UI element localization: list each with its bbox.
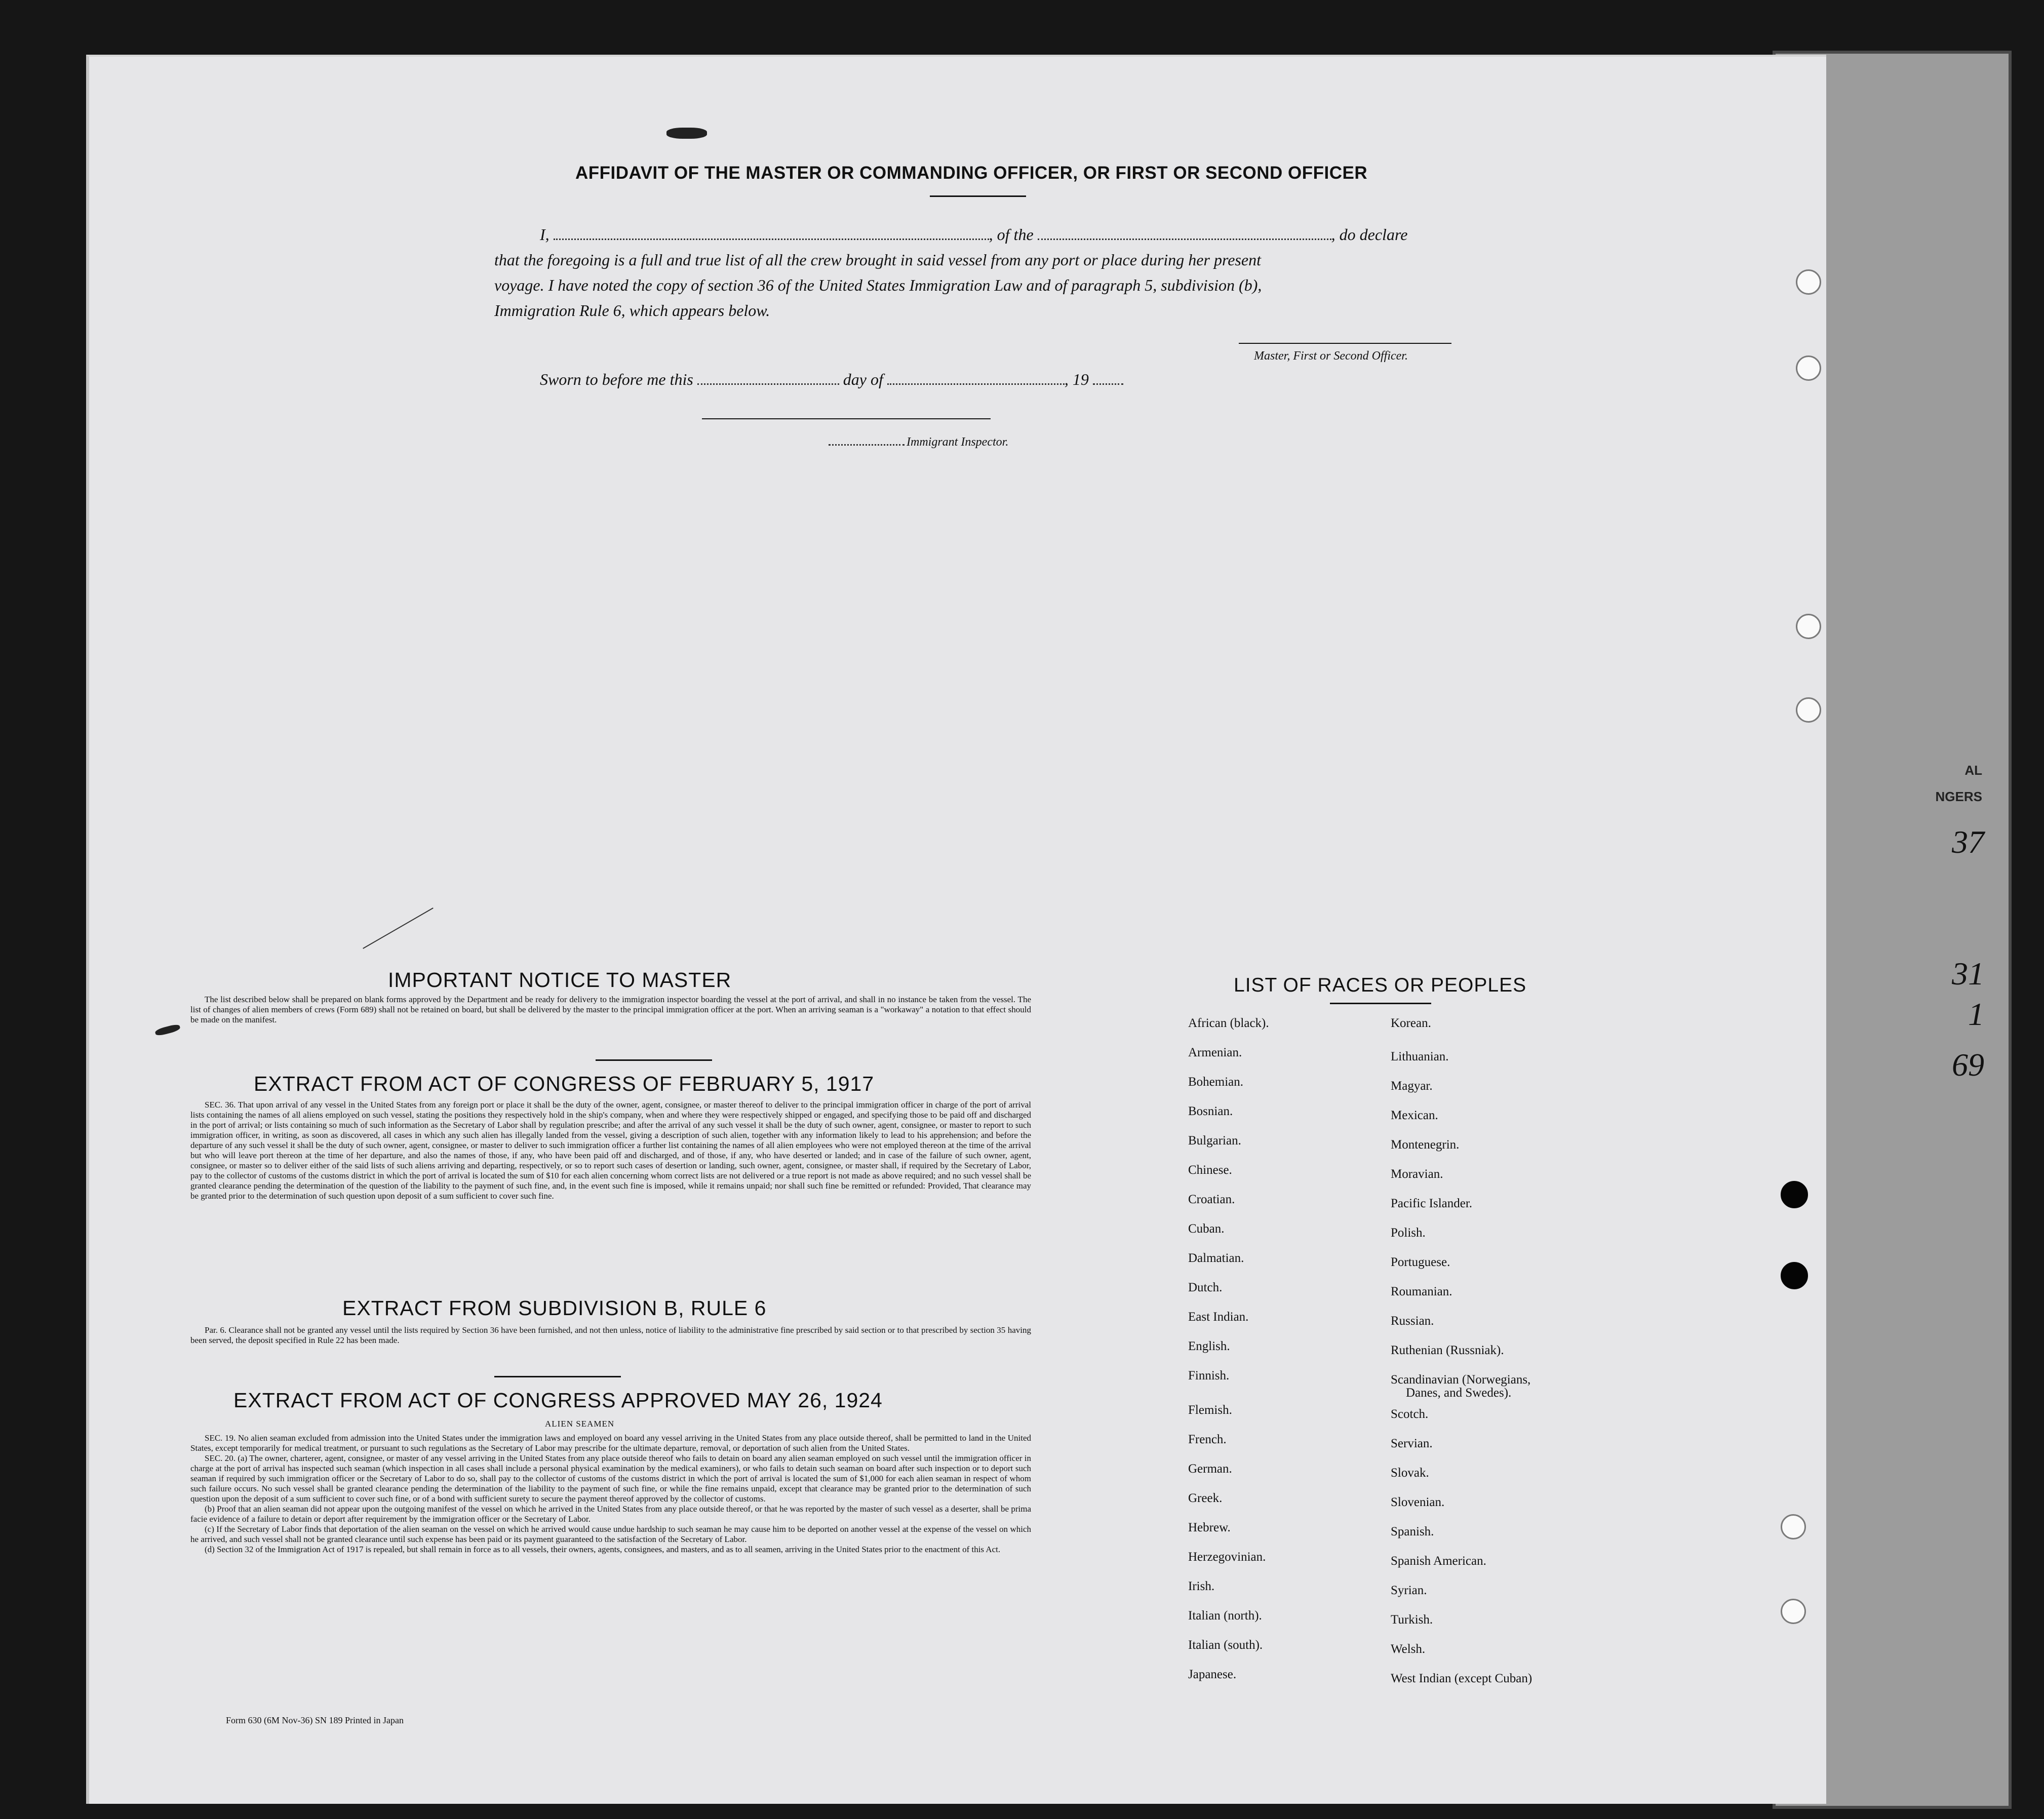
name-blank[interactable] (554, 238, 989, 240)
races-title: LIST OF RACES OR PEOPLES (1234, 974, 1527, 996)
race-item: Scandinavian (Norwegians, (1391, 1373, 1531, 1387)
edge-header-top: AL (1964, 763, 1982, 778)
race-item: Finnish. (1188, 1369, 1230, 1382)
race-item: Spanish American. (1391, 1554, 1486, 1568)
signature-caption: Master, First or Second Officer. (1254, 349, 1408, 363)
sworn-text: Sworn to before me this (540, 370, 693, 388)
race-item: Welsh. (1391, 1642, 1426, 1656)
edge-header-bottom: NGERS (1935, 789, 1982, 804)
divider (1330, 1003, 1431, 1004)
extract-1924-paragraph: SEC. 20. (a) The owner, charterer, agent, consignee, or master of any vessel arriving in the United States from any place outside thereof who fails to detain on board any alien seaman employed on such vessel until the immigration officer in charge at the port of arrival has inspected such seaman (which inspection in all cases shall include a personal physical examination by the medical examiners), or who fails to detain such seaman on board after such inspection or to deport such seaman if required by such immigration officer or the Secretary of Labor to do so, shall pay to the collector of customs of the customs district in which the port of arrival is located the sum of $1,000 for each alien seaman in respect of whom such failure occurs. No such vessel shall be granted clearance pending the determination of the liability to the payment of such fine, or while the fine remains unpaid, except that clearance may be granted prior to the determination of such question upon the deposit of a sum sufficient to cover such fine, or of a bond with sufficient surety to secure the payment thereof approved by the collector of customs. (190, 1453, 1031, 1504)
form-footer: Form 630 (6M Nov-36) SN 189 Printed in Japan (226, 1715, 404, 1725)
punch-hole (1796, 614, 1821, 639)
race-item: Bosnian. (1188, 1104, 1233, 1118)
race-item: Dutch. (1188, 1281, 1223, 1294)
declaration-i: I, (540, 225, 549, 244)
race-item: Italian (north). (1188, 1609, 1262, 1623)
extract-1924-paragraph: SEC. 19. No alien seaman excluded from admission into the United States under the immigration laws and employed on board any vessel arriving in the United States from any place outside thereof, shall be permitted to land in the United States, except temporarily for medical treatment, or pursuant to such regulations as the Secretary of Labor may prescribe for the ultimate departure, removal, or deportation of such alien from the United States. (190, 1433, 1031, 1453)
race-item: Irish. (1188, 1579, 1215, 1593)
race-item: German. (1188, 1462, 1232, 1476)
vessel-blank[interactable] (1038, 238, 1331, 240)
extract-1924-subtitle: ALIEN SEAMEN (545, 1419, 615, 1429)
race-item: Lithuanian. (1391, 1050, 1449, 1063)
race-item: Moravian. (1391, 1167, 1443, 1181)
sworn-year: , 19 (1064, 370, 1089, 388)
race-item: Scotch. (1391, 1407, 1429, 1421)
race-item: Croatian. (1188, 1193, 1235, 1206)
race-item: Herzegovinian. (1188, 1550, 1266, 1564)
race-item: Mexican. (1391, 1109, 1438, 1122)
year-blank[interactable] (1093, 383, 1123, 385)
race-item: Syrian. (1391, 1584, 1427, 1597)
extract-1917-text (190, 1100, 1031, 1201)
extract-1924-paragraph: (d) Section 32 of the Immigration Act of 1917 is repealed, but shall remain in force as to all vessels, their owners, agents, consignees, and masters, and as to all seamen, arriving in the United States prior to the enactment of this Act. (205, 1545, 1001, 1554)
extract-1917-title: EXTRACT FROM ACT OF CONGRESS OF FEBRUARY 5, 1917 (254, 1072, 875, 1095)
sworn-day-of: day of (843, 370, 883, 388)
race-item: Polish. (1391, 1226, 1426, 1240)
punch-hole (1796, 269, 1821, 295)
punch-hole (1796, 355, 1821, 381)
race-item: Greek. (1188, 1491, 1223, 1505)
extract-1924-paragraph: (c) If the Secretary of Labor finds that deportation of the alien seaman on the vessel on which he arrived would cause undue hardship to such seaman he may cause him to be deported on another vessel at the expense of the vessel on which he arrived, and such vessel shall not be granted clearance until such expense has been paid or its payment guaranteed to the satisfaction of the Secretary of Labor. (190, 1524, 1031, 1544)
inspector-signature-line[interactable] (702, 418, 991, 419)
race-item: Pacific Islander. (1391, 1197, 1473, 1210)
race-item: Servian. (1391, 1437, 1433, 1450)
race-item: Magyar. (1391, 1079, 1433, 1093)
inspector-caption-row (829, 436, 1008, 449)
race-item: Flemish. (1188, 1403, 1232, 1417)
notice-paragraph: The list described below shall be prepared on blank forms approved by the Department and be ready for delivery to the immigration inspector boarding the vessel at the port of arrival, and shall in no instance be taken from the vessel. The list of changes of alien members of crews (Form 689) shall not be retained on board, but shall be delivered by the master to the principal immigration officer at the port. When an arriving seaman is a "workaway" a notation to that effect should be made on the manifest. (190, 995, 1031, 1024)
punch-hole (1781, 1514, 1806, 1539)
race-item: Armenian. (1188, 1046, 1242, 1059)
punch-hole (1781, 1262, 1808, 1289)
edge-cell: 37 (1952, 824, 1984, 860)
extract-1924-title: EXTRACT FROM ACT OF CONGRESS APPROVED MAY 26, 1924 (233, 1389, 883, 1412)
rule6-title: EXTRACT FROM SUBDIVISION B, RULE 6 (342, 1296, 767, 1320)
punch-hole (1796, 697, 1821, 723)
pencil-mark (363, 907, 434, 949)
declaration-do-declare: , do declare (1331, 225, 1408, 244)
affidavit-title: AFFIDAVIT OF THE MASTER OR COMMANDING OFFICER, OR FIRST OR SECOND OFFICER (575, 163, 1368, 183)
race-item: Roumanian. (1391, 1285, 1452, 1298)
sworn-line (540, 367, 1123, 392)
form-page (86, 55, 1826, 1804)
punch-hole (1781, 1181, 1808, 1208)
divider (596, 1059, 712, 1061)
race-item: Ruthenian (Russniak). (1391, 1343, 1504, 1357)
ink-smudge (666, 128, 707, 139)
notice-title: IMPORTANT NOTICE TO MASTER (388, 968, 732, 992)
affidavit-declaration (494, 222, 1484, 323)
race-item: Turkish. (1391, 1613, 1433, 1627)
extract-1917-paragraph: SEC. 36. That upon arrival of any vessel in the United States from any foreign port or place it shall be the duty of the owner, agent, consignee, or master thereof to deliver to the principal immigration officer in charge of the port of arrival lists containing the names of all aliens employed on such vessel, stating the positions they respectively hold in the ship's company, when and where they were respectively shipped or engaged, and specifying those to be paid off and discharged in the port of arrival; or lists containing so much of such information as the Secretary of Labor shall by regulation prescribe; and after the arrival of any such vessel it shall be the duty of such owner, agent, consignee, or master to report to such immigration officer, in writing, as soon as discovered, all cases in which any such alien has illegally landed from the vessel, giving a description of such alien, together with any information likely to lead to his apprehension; and before the departure of any such vessel it shall be the duty of such owner, agent, consignee, or master to deliver to such immigration officer a further list containing the names of all alien employees who were not employed thereon at the time of the arrival but who will leave port thereon at the time of her departure, and also the names of those, if any, who have been paid off and discharged, and of those, if any, who have deserted or landed; and in case of the failure of such owner, agent, consignee, or master so to deliver either of the said lists of such aliens arriving and departing, respectively, or so to report such cases of desertion or landing, such owner, agent, consignee, or master shall, if required by the Secretary of Labor, pay to the collector of customs of the customs district in which the port of arrival is located the sum of $10 for each alien concerning whom correct lists are not delivered or a true report is not made as above required; and no such vessel shall be granted clearance pending the determination of the question of the liability to the payment of such fine, and, in the event such fine is imposed, while it remains unpaid; nor shall such fine be remitted or refunded: Provided, That clearance may be granted prior to the determination of such question upon deposit of a sum sufficient to cover such fine. (190, 1100, 1031, 1201)
signature-line[interactable] (1239, 343, 1451, 344)
declaration-line: that the foregoing is a full and true list of all the crew brought in said vessel from any port or place during her present (494, 251, 1261, 269)
divider (930, 195, 1026, 197)
race-item: Slovak. (1391, 1466, 1429, 1480)
month-blank[interactable] (887, 383, 1065, 385)
punch-hole (1781, 1599, 1806, 1624)
notice-text (190, 995, 1031, 1025)
race-item: Montenegrin. (1391, 1138, 1460, 1152)
race-item: West Indian (except Cuban) (1391, 1672, 1532, 1685)
race-item: Chinese. (1188, 1163, 1232, 1177)
race-item: Spanish. (1391, 1525, 1434, 1538)
declaration-of-the: , of the (989, 225, 1034, 244)
divider (494, 1376, 621, 1377)
rule6-text (190, 1325, 1031, 1346)
race-item-continuation: Danes, and Swedes). (1406, 1386, 1512, 1400)
edge-cell: 31 (1952, 956, 1984, 992)
race-item: Portuguese. (1391, 1255, 1450, 1269)
extract-1924-text (190, 1433, 1031, 1555)
race-item: Cuban. (1188, 1222, 1225, 1236)
race-item: Korean. (1391, 1016, 1431, 1030)
ink-mark (154, 1023, 181, 1037)
race-item: Russian. (1391, 1314, 1434, 1328)
inspector-dots (829, 444, 905, 446)
race-item: English. (1188, 1339, 1230, 1353)
edge-cell: 69 (1952, 1047, 1984, 1083)
inspector-caption: Immigrant Inspector. (907, 436, 1009, 449)
race-item: French. (1188, 1433, 1227, 1446)
race-item: African (black). (1188, 1016, 1269, 1030)
race-item: Hebrew. (1188, 1521, 1231, 1534)
declaration-line: Immigration Rule 6, which appears below. (494, 301, 770, 320)
race-item: Italian (south). (1188, 1638, 1263, 1652)
race-item: Bohemian. (1188, 1075, 1244, 1089)
rule6-paragraph: Par. 6. Clearance shall not be granted any vessel until the lists required by Section 36 have been furnished, and not then unless, notice of liability to the administrative fine prescribed by said section or to that prescribed by section 35 having been served, the deposit specified in Rule 22 has been made. (190, 1325, 1031, 1345)
day-blank[interactable] (697, 383, 839, 385)
race-item: Slovenian. (1391, 1495, 1445, 1509)
race-item: Japanese. (1188, 1668, 1237, 1681)
race-item: East Indian. (1188, 1310, 1249, 1324)
race-item: Dalmatian. (1188, 1251, 1244, 1265)
edge-cell: 1 (1968, 996, 1984, 1032)
declaration-line: voyage. I have noted the copy of section 36 of the United States Immigration Law and of paragraph 5, subdivision (b), (494, 276, 1262, 294)
extract-1924-paragraph: (b) Proof that an alien seaman did not appear upon the outgoing manifest of the vessel on which he arrived in the United States from any place outside thereof, or that he was reported by the master of such vessel as a deserter, shall be prima facie evidence of a failure to detain or deport after requirement by the immigration officer or the Secretary of Labor. (190, 1504, 1031, 1524)
race-item: Bulgarian. (1188, 1134, 1241, 1148)
